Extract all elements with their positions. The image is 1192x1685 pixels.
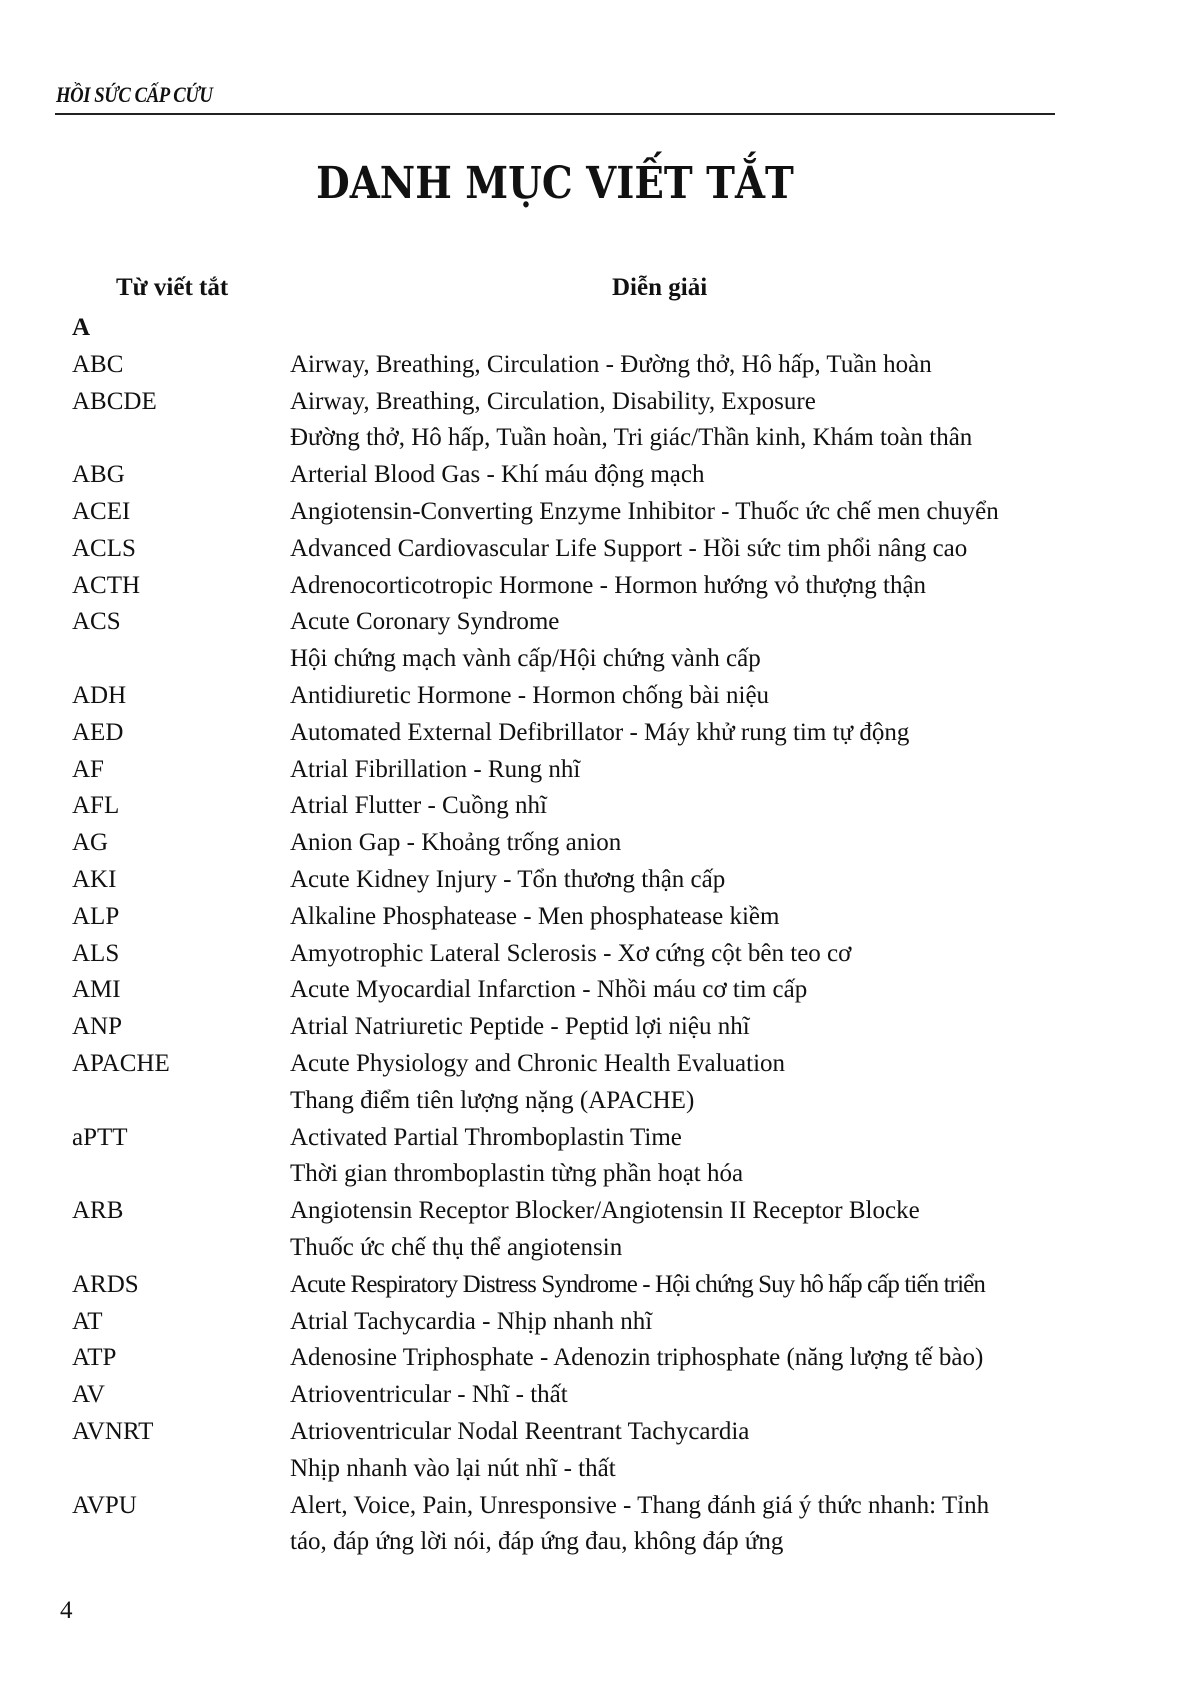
description: Acute Respiratory Distress Syndrome - Hội chứng Suy hô hấp cấp tiến triển [290, 1270, 985, 1298]
abbreviation: AV [72, 1381, 105, 1409]
description: Acute Myocardial Infarction - Nhồi máu cơ tim cấp [290, 976, 808, 1004]
abbreviation: ABC [72, 350, 124, 378]
description: Angiotensin-Converting Enzyme Inhibitor - Thuốc ức chế men chuyển [290, 497, 999, 525]
description: Automated External Defibrillator - Máy khử rung tim tự động [290, 718, 910, 746]
description: Advanced Cardiovascular Life Support - Hồi sức tim phổi nâng cao [290, 534, 968, 562]
table-row [72, 494, 1072, 531]
page-title: DANH MỤC VIẾT TẮT [316, 158, 794, 209]
table-row [72, 972, 1072, 1009]
table-row [72, 1414, 1072, 1451]
table-row [72, 678, 1072, 715]
abbreviation-list [72, 310, 1072, 1561]
table-row [72, 1340, 1072, 1377]
table-row-continuation [72, 1083, 1072, 1120]
abbreviation [72, 1230, 290, 1267]
table-row [72, 715, 1072, 752]
abbreviation: ARB [72, 1197, 124, 1225]
abbreviation: ATP [72, 1344, 117, 1372]
table-row [72, 604, 1072, 641]
description: Adenosine Triphosphate - Adenozin triphosphate (năng lượng tế bào) [290, 1344, 984, 1372]
abbreviation: AMI [72, 976, 121, 1004]
table-row [72, 936, 1072, 973]
table-row [72, 384, 1072, 421]
description: Atrial Flutter - Cuồng nhĩ [290, 792, 547, 820]
abbreviation: AF [72, 755, 104, 783]
abbreviation [72, 1156, 290, 1193]
description: Thang điểm tiên lượng nặng (APACHE) [290, 1086, 695, 1114]
abbreviation: ARDS [72, 1270, 139, 1298]
table-row [72, 788, 1072, 825]
description: Antidiuretic Hormone - Hormon chống bài niệu [290, 681, 770, 709]
column-header-abbreviation: Từ viết tắt [116, 274, 229, 301]
abbreviation: APACHE [72, 1049, 170, 1077]
table-row [72, 862, 1072, 899]
running-head: HỒI SỨC CẤP CỨU [56, 82, 213, 107]
abbreviation: ABG [72, 461, 125, 489]
abbreviation: ALS [72, 939, 120, 967]
abbreviation [72, 1524, 290, 1561]
description: Atrial Fibrillation - Rung nhĩ [290, 755, 581, 783]
abbreviation: AG [72, 829, 109, 857]
description: táo, đáp ứng lời nói, đáp ứng đau, không đáp ứng [290, 1528, 784, 1556]
abbreviation [72, 641, 290, 678]
page-number: 4 [60, 1597, 73, 1624]
table-row-continuation [72, 1230, 1072, 1267]
abbreviation: ANP [72, 1013, 123, 1041]
description: Đường thở, Hô hấp, Tuần hoàn, Tri giác/Thần kinh, Khám toàn thân [290, 424, 973, 452]
table-row [72, 457, 1072, 494]
description: Activated Partial Thromboplastin Time [290, 1123, 682, 1151]
table-row-continuation [72, 1156, 1072, 1193]
abbreviation: aPTT [72, 1123, 128, 1151]
table-row [72, 899, 1072, 936]
table-row [72, 531, 1072, 568]
table-row-continuation [72, 1451, 1072, 1488]
description: Adrenocorticotropic Hormone - Hormon hướng vỏ thượng thận [290, 571, 927, 599]
abbreviation: ABCDE [72, 387, 157, 415]
description: Atrioventricular - Nhĩ - thất [290, 1381, 568, 1409]
table-row [72, 347, 1072, 384]
description: Airway, Breathing, Circulation, Disability, Exposure [290, 387, 816, 415]
abbreviation: AVNRT [72, 1417, 154, 1445]
description: Hội chứng mạch vành cấp/Hội chứng vành cấp [290, 645, 761, 673]
table-row [72, 1120, 1072, 1157]
table-row [72, 752, 1072, 789]
description: Alkaline Phosphatease - Men phosphatease kiềm [290, 902, 780, 930]
description: Amyotrophic Lateral Sclerosis - Xơ cứng cột bên teo cơ [290, 939, 852, 967]
description: Atrial Natriuretic Peptide - Peptid lợi niệu nhĩ [290, 1013, 750, 1041]
abbreviation: ACLS [72, 534, 136, 562]
description: Thời gian thromboplastin từng phần hoạt hóa [290, 1160, 744, 1188]
description: Atrial Tachycardia - Nhịp nhanh nhĩ [290, 1307, 653, 1335]
abbreviation: ACEI [72, 497, 131, 525]
table-row-continuation [72, 420, 1072, 457]
table-row [72, 1304, 1072, 1341]
abbreviation: AVPU [72, 1491, 137, 1519]
abbreviation [72, 420, 290, 457]
description: Acute Kidney Injury - Tổn thương thận cấp [290, 865, 726, 893]
abbreviation [72, 1083, 290, 1120]
table-row [72, 1377, 1072, 1414]
abbreviation: AFL [72, 792, 120, 820]
table-row [72, 1488, 1072, 1525]
abbreviation: AED [72, 718, 124, 746]
abbreviation [72, 1451, 290, 1488]
abbreviation: ALP [72, 902, 120, 930]
description: Alert, Voice, Pain, Unresponsive - Thang đánh giá ý thức nhanh: Tỉnh [290, 1491, 990, 1519]
description: Arterial Blood Gas - Khí máu động mạch [290, 461, 705, 489]
section-row [72, 310, 1072, 347]
abbreviation: AT [72, 1307, 103, 1335]
table-row-continuation [72, 641, 1072, 678]
description: Thuốc ức chế thụ thể angiotensin [290, 1233, 623, 1261]
description: Acute Physiology and Chronic Health Evaluation [290, 1049, 786, 1077]
column-header-description: Diễn giải [612, 274, 708, 301]
table-row [72, 1046, 1072, 1083]
abbreviation: ACTH [72, 571, 141, 599]
section-letter: A [72, 314, 91, 341]
table-row [72, 825, 1072, 862]
description: Anion Gap - Khoảng trống anion [290, 829, 622, 857]
abbreviation: ACS [72, 608, 121, 636]
description: Atrioventricular Nodal Reentrant Tachycardia [290, 1417, 750, 1445]
description: Acute Coronary Syndrome [290, 608, 560, 636]
table-row [72, 1193, 1072, 1230]
table-row [72, 1009, 1072, 1046]
table-row [72, 568, 1072, 605]
table-row-continuation [72, 1524, 1072, 1561]
abbreviation: ADH [72, 681, 127, 709]
description: Airway, Breathing, Circulation - Đường thở, Hô hấp, Tuần hoàn [290, 350, 932, 378]
abbreviation: AKI [72, 865, 117, 893]
table-row [72, 1267, 1072, 1304]
header-rule [55, 113, 1055, 115]
description: Angiotensin Receptor Blocker/Angiotensin II Receptor Blocke [290, 1197, 920, 1225]
description: Nhịp nhanh vào lại nút nhĩ - thất [290, 1454, 616, 1482]
